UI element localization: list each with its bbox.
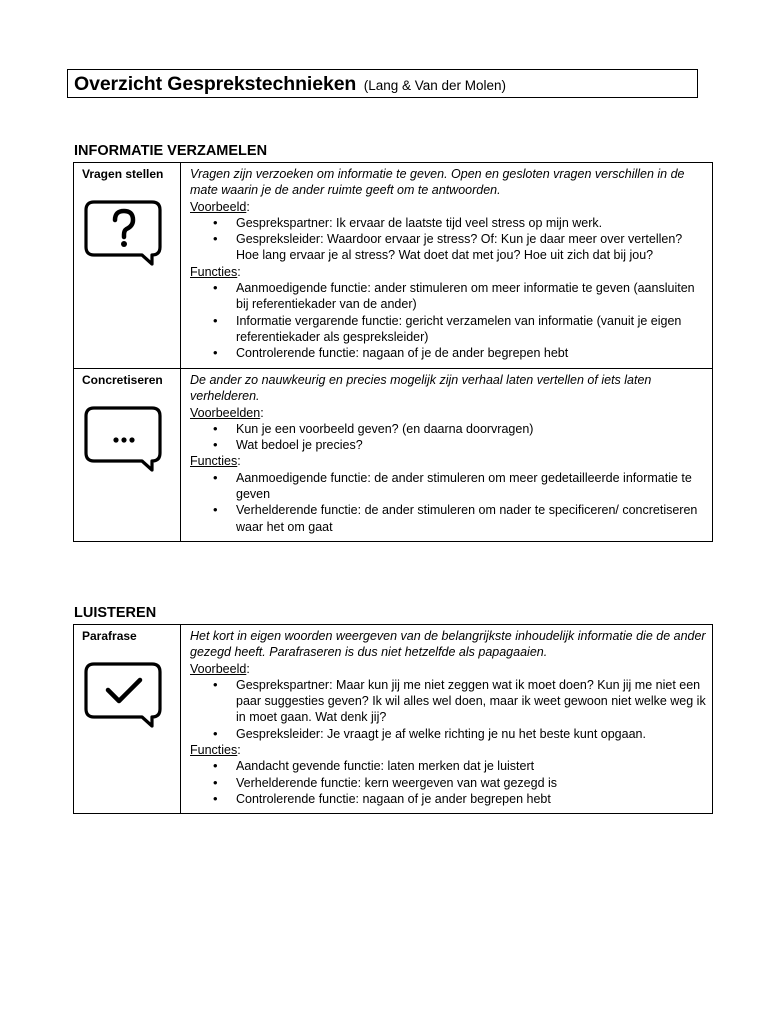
technique-name-cell (74, 163, 181, 369)
functions-heading-line: Functies: (190, 264, 241, 279)
section-heading-informatie-verzamelen: INFORMATIE VERZAMELEN (74, 143, 268, 159)
example-item: • Gespreksleider: Je vraagt je af welke richting je nu het beste kunt opgaan. (236, 726, 708, 742)
document-title-box (67, 69, 698, 98)
examples-heading: Voorbeeld (190, 199, 247, 214)
function-item: • Verhelderende functie: kern weergeven van wat gezegd is (236, 775, 708, 791)
technique-description-cell (181, 625, 713, 814)
examples-list (190, 215, 708, 264)
function-item: • Aanmoedigende functie: ander stimuleren om meer informatie te geven (aansluiten bij referentiekader van de ander) (236, 280, 708, 313)
functions-heading: Functies (190, 264, 238, 279)
section-heading-luisteren: LUISTEREN (74, 605, 157, 621)
technique-name-cell (74, 625, 181, 814)
functions-heading-line: Functies: (190, 454, 241, 469)
example-item: • Wat bedoel je precies? (236, 437, 708, 453)
functions-heading-line: Functies: (190, 743, 241, 758)
technique-description-cell (181, 369, 713, 542)
example-item: • Gesprekspartner: Ik ervaar de laatste tijd veel stress op mijn werk. (236, 215, 708, 231)
examples-list (190, 677, 708, 742)
functions-heading: Functies (190, 743, 238, 758)
checkmark-speech-bubble-icon (84, 662, 164, 730)
function-item: • Informatie vergarende functie: gericht verzamelen van informatie (vanuit je eigen referentiekader als gespreksleider) (236, 313, 708, 346)
technique-definition: De ander zo nauwkeurig en precies mogelijk zijn verhaal laten vertellen of iets laten verhelderen. (190, 373, 652, 404)
example-item: • Gesprekspartner: Maar kun jij me niet zeggen wat ik moet doen? Kun jij me niet een paar suggesties geven? Ik wil alles wel doen, maar ik weet gewoon niet welke weg ik in moet gaan. Wat denk jij? (236, 677, 708, 726)
technique-row-vragen-stellen (74, 163, 713, 369)
technique-description-cell (181, 163, 713, 369)
function-item: • Aandacht gevende functie: laten merken dat je luistert (236, 758, 708, 774)
technique-definition: Het kort in eigen woorden weergeven van de belangrijkste inhoudelijk informatie die de ander gezegd heeft. Parafraseren is dus niet hetzelfde als papagaaien. (190, 629, 706, 660)
document-title: Overzicht Gesprekstechnieken (74, 73, 357, 95)
document-subtitle: (Lang & Van der Molen) (363, 78, 507, 93)
function-item: • Controlerende functie: nagaan of je de ander begrepen hebt (236, 345, 708, 361)
functions-heading: Functies (190, 454, 238, 469)
examples-list (190, 421, 708, 454)
example-item: • Gespreksleider: Waardoor ervaar je stress? Of: Kun je daar meer over vertellen? Hoe lang ervaar je al stress? Wat doet dat met jou? Hoe uit zich dat bij jou? (236, 231, 708, 264)
functions-list (190, 758, 708, 807)
examples-heading: Voorbeeld (190, 661, 247, 676)
function-item: • Controlerende functie: nagaan of je ander begrepen hebt (236, 791, 708, 807)
technique-definition: Vragen zijn verzoeken om informatie te geven. Open en gesloten vragen verschillen in de mate waarin je de ander ruimte geeft om te antwoorden. (190, 167, 685, 198)
function-item: • Aanmoedigende functie: de ander stimuleren om meer gedetailleerde informatie te geven (236, 470, 708, 503)
examples-heading: Voorbeelden (190, 405, 261, 420)
example-item: • Kun je een voorbeeld geven? (en daarna doorvragen) (236, 421, 708, 437)
examples-heading-line: Voorbeeld: (190, 661, 250, 676)
technique-name: Concretiseren (82, 373, 163, 387)
technique-row-parafrase (74, 625, 713, 814)
technique-table-informatie-verzamelen (73, 162, 713, 542)
examples-heading-line: Voorbeelden: (190, 405, 264, 420)
technique-name-cell (74, 369, 181, 542)
question-speech-bubble-icon (84, 200, 164, 268)
function-item: • Verhelderende functie: de ander stimuleren om nader te specificeren/ concretiseren waar het om gaat (236, 502, 708, 535)
technique-name: Vragen stellen (82, 167, 164, 181)
technique-row-concretiseren (74, 369, 713, 542)
functions-list (190, 470, 708, 535)
functions-list (190, 280, 708, 361)
examples-heading-line: Voorbeeld: (190, 199, 250, 214)
technique-table-luisteren (73, 624, 713, 814)
ellipsis-speech-bubble-icon (84, 406, 164, 474)
technique-name: Parafrase (82, 629, 137, 643)
